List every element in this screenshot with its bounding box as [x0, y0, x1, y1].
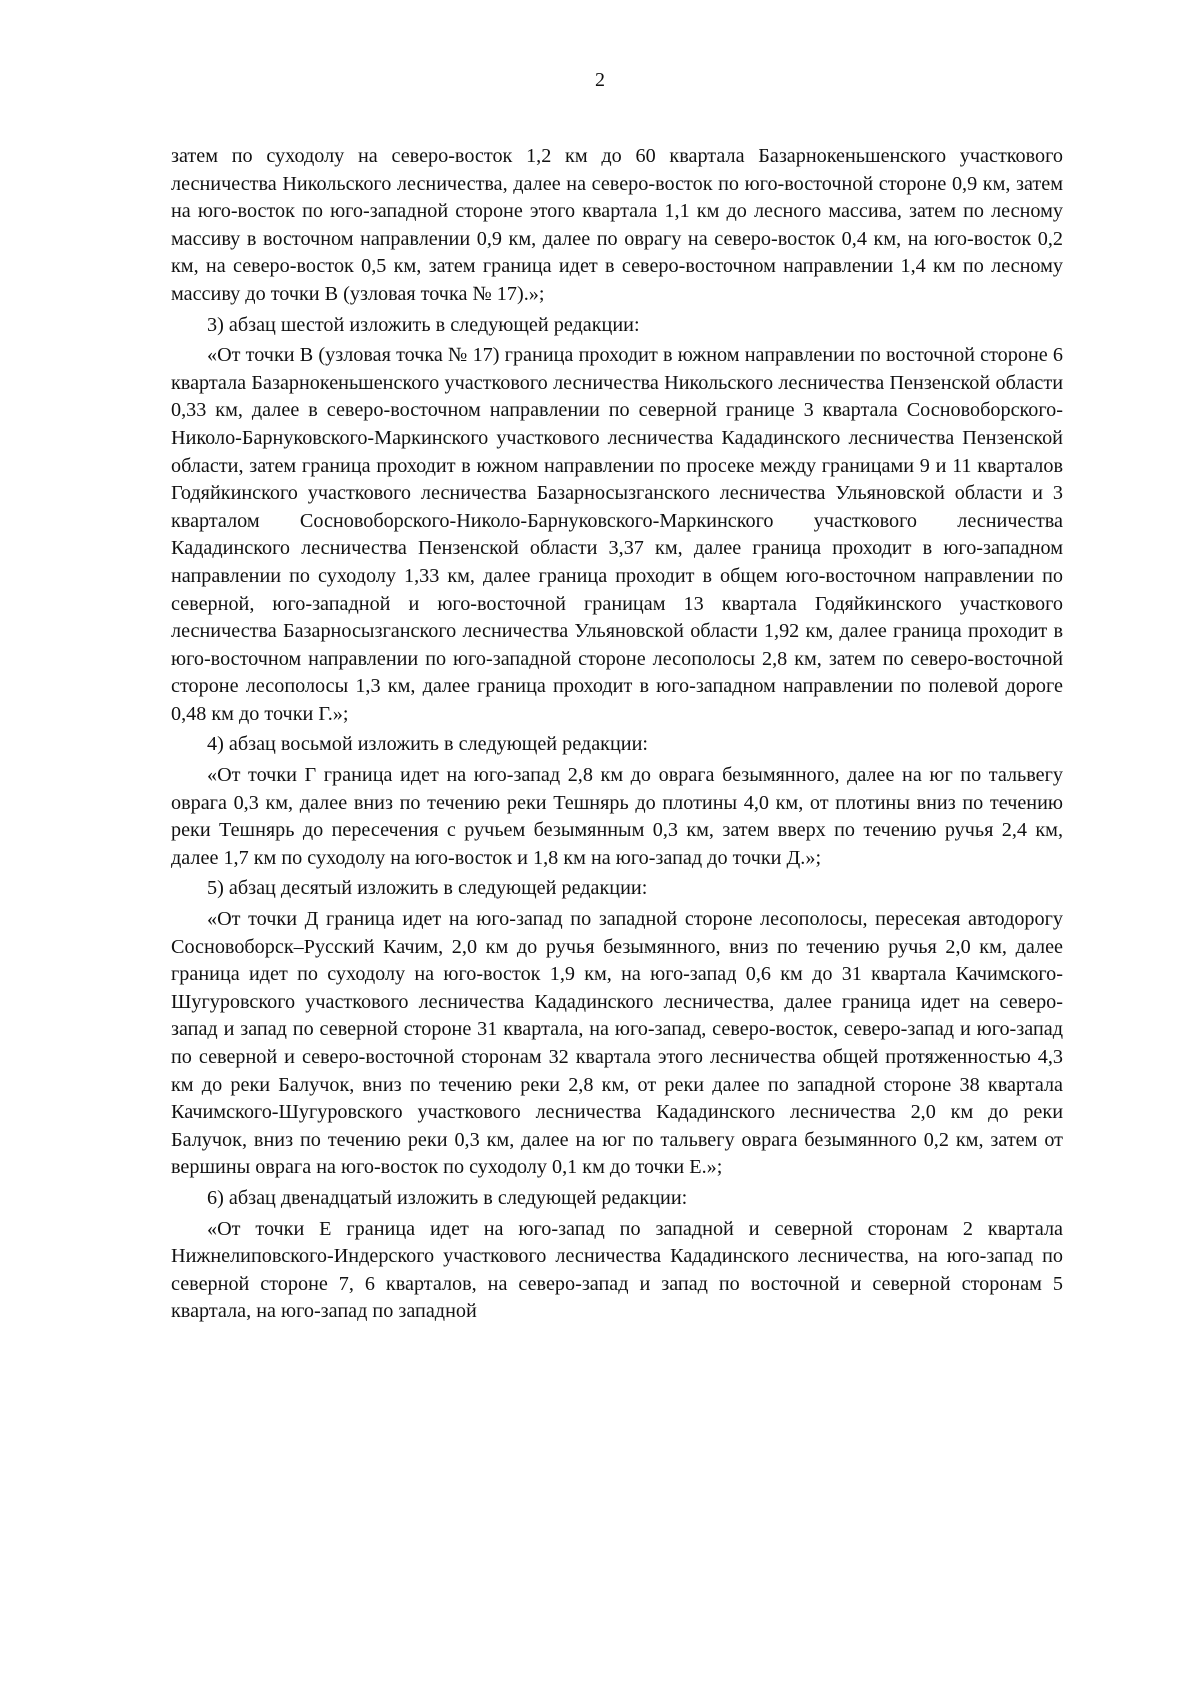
amendment-item-4: 4) абзац восьмой изложить в следующей редакции:	[207, 733, 648, 756]
amendment-item-5: 5) абзац десятый изложить в следующей редакции:	[207, 877, 648, 900]
page-number: 2	[595, 69, 605, 91]
amendment-text-3: «От точки В (узловая точка № 17) граница проходит в южном направлении по восточной стороне 6 квартала Базарнокеньшенского участкового лесничества Никольского лесничества Пензенской области 0,33 км, далее в северо-восточном направлении по северной границе 3 квартала Сосновоборского-Николо-Барнуковского-Маркинского участкового лесничества Кададинского лесничества Пензенской области, затем граница проходит в южном направлении по просеке между границами 9 и 11 кварталов Годяйкинского участкового лесничества Базарносызганского лесничества Ульяновской области и 3 кварталом Сосновоборского-Николо-Барнуковского-Маркинского участкового лесничества Кададинского лесничества Пензенской области 3,37 км, далее граница проходит в юго-западном направлении по суходолу 1,33 км, далее граница проходит в общем юго-восточном направлении по северной, юго-западной и юго-восточной границам 13 квартала Годяйкинского участкового лесничества Базарносызганского лесничества Ульяновской области 1,92 км, далее граница проходит в юго-восточном направлении по юго-западной стороне лесополосы 2,8 км, затем по северо-восточной стороне лесополосы 1,3 км, далее граница проходит в юго-западном направлении по полевой дороге 0,48 км до точки Г.»;	[171, 344, 1063, 725]
amendment-text-5: «От точки Д граница идет на юго-запад по западной стороне лесополосы, пересекая автодорогу Сосновоборск–Русский Качим, 2,0 км до ручья безымянного, вниз по течению ручья 2,0 км, далее граница идет по суходолу на юго-восток 1,9 км, на юго-запад 0,6 км до 31 квартала Качимского-Шугуровского участкового лесничества Кададинского лесничества, далее граница идет на северо-запад и запад по северной стороне 31 квартала, на юго-запад, северо-восток, северо-запад и юго-запад по северной и северо-восточной сторонам 32 квартала этого лесничества общей протяженностью 4,3 км до реки Балучок, вниз по течению реки 2,8 км, от реки далее по западной стороне 38 квартала Качимского-Шугуровского участкового лесничества Кададинского лесничества 2,0 км до реки Балучок, вниз по течению реки 0,3 км, далее на юг по тальвегу оврага безымянного 0,2 км, затем от вершины оврага на юго-восток по суходолу 0,1 км до точки Е.»;	[171, 908, 1063, 1179]
document-body	[171, 143, 1063, 1326]
amendment-text-6: «От точки Е граница идет на юго-запад по западной и северной сторонам 2 квартала Нижнелиповского-Индерского участкового лесничества Кададинского лесничества, на юго-запад по северной стороне 7, 6 кварталов, на северо-запад и запад по восточной и северной сторонам 5 квартала, на юго-запад по западной	[171, 1217, 1063, 1323]
amendment-item-3: 3) абзац шестой изложить в следующей редакции:	[207, 313, 640, 336]
amendment-item-6: 6) абзац двенадцатый изложить в следующей редакции:	[207, 1186, 688, 1209]
paragraph-continuation: затем по суходолу на северо-восток 1,2 км до 60 квартала Базарнокеньшенского участкового лесничества Никольского лесничества, далее на северо-восток по юго-восточной стороне 0,9 км, затем на юго-восток по юго-западной стороне этого квартала 1,1 км до лесного массива, затем по лесному массиву в восточном направлении 0,9 км, далее по оврагу на северо-восток 0,4 км, на юго-восток 0,2 км, на северо-восток 0,5 км, затем граница идет в северо-восточном направлении 1,4 км по лесному массиву до точки В (узловая точка № 17).»;	[171, 145, 1063, 305]
amendment-text-4: «От точки Г граница идет на юго-запад 2,8 км до оврага безымянного, далее на юг по тальвегу оврага 0,3 км, далее вниз по течению реки Тешнярь до плотины 4,0 км, от плотины вниз по течению реки Тешнярь до пересечения с ручьем безымянным 0,3 км, затем вверх по течению ручья 2,4 км, далее 1,7 км по суходолу на юго-восток и 1,8 км на юго-запад до точки Д.»;	[171, 764, 1063, 869]
